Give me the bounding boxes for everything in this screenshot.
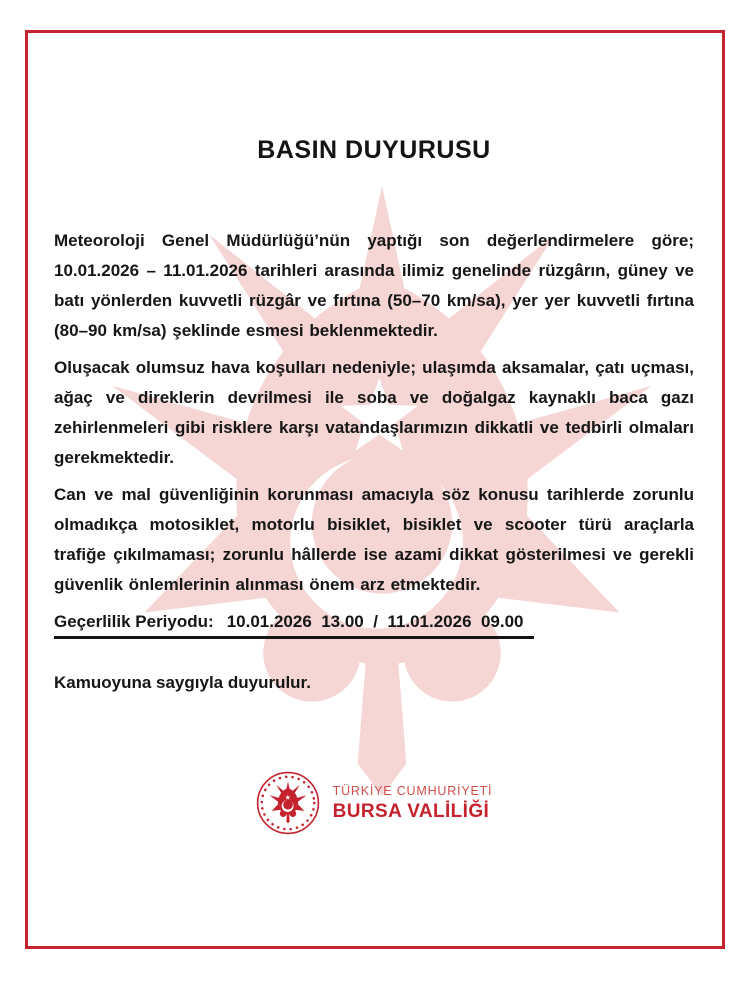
validity-period (54, 607, 694, 639)
org-name-line1: TÜRKİYE CUMHURİYETİ (332, 783, 493, 798)
validity-label: Geçerlilik Periyodu: (54, 612, 214, 631)
footer-logo (54, 771, 694, 835)
org-name-line2: BURSA VALİLİĞİ (332, 800, 490, 822)
org-name-block (333, 784, 493, 823)
page-title: BASIN DUYURUSU (257, 136, 491, 164)
paragraph-traffic-advice: Can ve mal güvenliğinin korunması amacıyla söz konusu tarihlerde zorunlu olmadıkça motosiklet, motorlu bisiklet, bisiklet ve scooter türü araçlarla trafiğe çıkılmaması; zorunlu hâllerde ise azami dikkat gösterilmesi ve gerekli güvenlik önlemlerinin alınması önem arz etmektedir. (54, 485, 694, 594)
document-content (54, 0, 694, 835)
paragraph-weather-assessment: Meteoroloji Genel Müdürlüğü’nün yaptığı son değerlendirmelere göre; 10.01.2026 – 11.01.2026 tarihleri arasında ilimiz genelinde rüzgârın, güney ve batı yönlerden kuvvetli rüzgâr ve fırtına (50–70 km/sa), yer yer kuvvetli fırtına (80–90 km/sa) şeklinde esmesi beklenmektedir. (54, 231, 694, 340)
paragraph-risk-warning: Oluşacak olumsuz hava koşulları nedeniyle; ulaşımda aksamalar, çatı uçması, ağaç ve direklerin devrilmesi ile soba ve doğalgaz kaynaklı baca gazı zehirlenmeleri gibi risklere karşı vatandaşlarımızın dikkatli ve tedbirli olmaları gerekmektedir. (54, 358, 694, 467)
government-emblem-icon (256, 771, 320, 835)
closing-line: Kamuoyuna saygıyla duyurulur. (54, 673, 311, 692)
validity-value: 10.01.2026 13.00 / 11.01.2026 09.00 (226, 612, 524, 631)
validity-period-line (54, 609, 534, 639)
